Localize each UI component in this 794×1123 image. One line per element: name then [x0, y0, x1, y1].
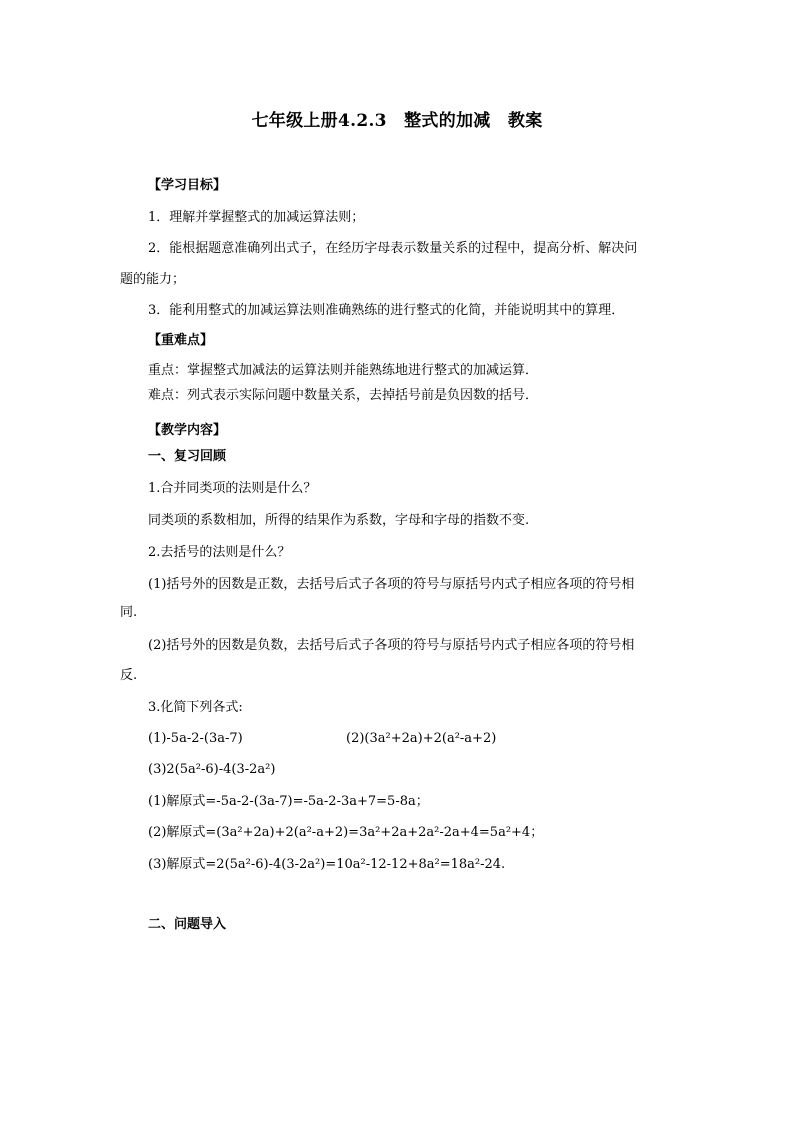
goal-1: 1．理解并掌握整式的加减运算法则；: [148, 210, 365, 225]
part1-heading: 一、复习回顾: [148, 449, 227, 464]
review-a2-2: (2)括号外的因数是负数，去括号后式子各项的符号与原括号内式子相应各项的符号相: [148, 638, 635, 653]
solution-1: (1)解原式=-5a-2-(3a-7)=-5a-2-3a+7=5-8a；: [148, 794, 429, 809]
goal-2-cont: 题的能力；: [120, 272, 186, 287]
exercise-1: (1)-5a-2-(3a-7): [148, 731, 243, 746]
content-heading: 【教学内容】: [148, 423, 227, 438]
review-q1: 1.合并同类项的法则是什么？: [148, 481, 317, 496]
goal-2: 2．能根据题意准确列出式子，在经历字母表示数量关系的过程中，提高分析、解决问: [148, 241, 638, 256]
review-q3: 3.化简下列各式:: [148, 700, 243, 715]
review-a1: 同类项的系数相加，所得的结果作为系数，字母和字母的指数不变.: [148, 513, 530, 528]
exercise-3: (3)2(5a²-6)-4(3-2a²): [148, 762, 276, 777]
difficulty-point: 难点：列式表示实际问题中数量关系，去掉括号前是负因数的括号．: [148, 388, 539, 403]
key-heading: 【重难点】: [148, 333, 214, 348]
review-a2-2-cont: 反.: [120, 668, 138, 683]
goal-3: 3．能利用整式的加减运算法则准确熟练的进行整式的化简，并能说明其中的算理．: [148, 303, 625, 318]
key-point: 重点：掌握整式加减法的运算法则并能熟练地进行整式的加减运算．: [148, 363, 539, 378]
review-a2-1: (1)括号外的因数是正数，去括号后式子各项的符号与原括号内式子相应各项的符号相: [148, 577, 635, 592]
review-a2-1-cont: 同.: [120, 605, 138, 620]
exercise-2: (2)(3a²+2a)+2(a²-a+2): [346, 731, 497, 746]
solution-3: (3)解原式=2(5a²-6)-4(3-2a²)=10a²-12-12+8a²=18a²-24.: [148, 857, 506, 872]
solution-2: (2)解原式=(3a²+2a)+2(a²-a+2)=3a²+2a+2a²-2a+4=5a²+4；: [148, 825, 544, 840]
goals-heading: 【学习目标】: [148, 178, 227, 193]
page-title: 七年级上册4.2.3 整式的加减 教案: [251, 111, 543, 131]
part2-heading: 二、问题导入: [148, 917, 227, 932]
review-q2: 2.去括号的法则是什么？: [148, 545, 291, 560]
